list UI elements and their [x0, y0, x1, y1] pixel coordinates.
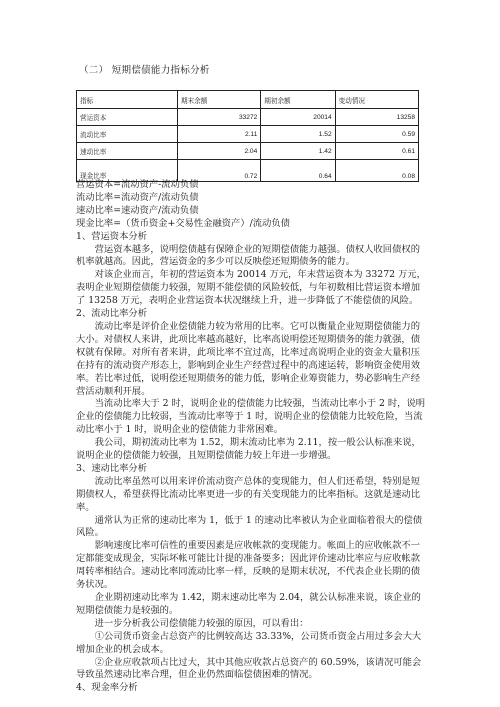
paragraph: 影响速度比率可信性的重要因素是应收帐款的变现能力。帐面上的应收帐款不一定都能变成现金，实际坏帐可能比计提的准备要多；因此评价速动比率应与应收帐款周转率相结合。速动比率同流动比率一样，反映的是期末状况，不代表企业长期的债务状况。 [76, 540, 420, 591]
paragraph: 流动比率是评价企业偿债能力较为常用的比率。它可以衡量企业短期偿债能力的大小。对债权人来讲，此项比率越高越好，比率高说明偿还短期债务的能力就强，债权就有保障。对所有者来讲，此项比率不宜过高，比率过高说明企业的资金大量积压在持有的流动资产形态上，影响到企业生产经营过程中的高速运转，影响资金使用效率。若比率过低，说明偿还短期债务的能力低，影响企业筹资能力，势必影响生产经营活动顺利开展。 [76, 320, 420, 397]
table-header-cell: 期初余额 [261, 91, 335, 109]
table-cell-value: 0.61 [335, 143, 418, 160]
table-cell-label: 营运资本 [77, 109, 178, 126]
formula-working-capital: 营运资本=流动资产-流动负债 [76, 179, 199, 190]
table-cell-value: 0.08 [335, 160, 418, 182]
table-header-cell: 期末余额 [177, 91, 260, 109]
table-cell-value: 1.52 [261, 126, 335, 143]
paragraph: 营运资本越多，说明偿债越有保障企业的短期偿债能力越强。债权人收回债权的机率就越高。因此，营运资金的多少可以反映偿还短期债务的能力。 [76, 243, 420, 268]
paragraph: 企业期初速动比率为 1.42，期末速动比率为 2.04，就公认标准来说，该企业的短期偿债能力是较强的。 [76, 592, 421, 616]
table-header-cell: 变动情况 [335, 91, 418, 109]
table-cell-value: 0.59 [335, 126, 418, 143]
table-cell-label: 流动比率 [77, 126, 178, 143]
ratio-table [76, 90, 419, 182]
table-cell-value: 2.04 [177, 143, 260, 160]
subsection-title-cash-ratio: 4、现金率分析 [76, 682, 138, 694]
subsection-title-working-capital: 1、营运资本分析 [76, 230, 147, 242]
table-cell-value: 0.72 [177, 160, 260, 182]
list-item: ②企业应收款项占比过大，其中其他应收款占总资产的 60.59%，该请况可能会导致虽然速动比率合理，但企业仍然面临偿债困难的情况。 [76, 656, 422, 681]
table-cell-value: 1.42 [261, 143, 335, 160]
subsection-title-quick-ratio: 3、速动比率分析 [76, 462, 147, 474]
section-heading: （二） 短期偿债能力指标分析 [79, 65, 210, 76]
table-cell-label: 现金比率 [77, 160, 178, 182]
table-cell-value: 0.64 [261, 160, 335, 182]
table-row [77, 126, 419, 143]
table-row [77, 143, 419, 160]
table-row [77, 109, 419, 126]
paragraph: 流动比率虽然可以用来评价流动资产总体的变现能力，但人们还希望，特别是短期债权人，希望获得比流动比率更进一步的有关变现能力的比率指标。这就是速动比率。 [76, 475, 420, 513]
list-item: ①公司货币资金占总资产的比例较高达 33.33%，公司货币资金占用过多会大大增加企业的机会成本。 [76, 630, 422, 655]
table-cell-value: 33272 [177, 109, 260, 126]
table-cell-value: 20014 [261, 109, 335, 126]
table-cell-value: 13258 [335, 109, 418, 126]
formula-current-ratio: 流动比率=流动资产/流动负债 [76, 191, 199, 203]
table-cell-label: 速动比率 [77, 143, 178, 160]
paragraph: 我公司，期初流动比率为 1.52，期末流动比率为 2.11，按一般公认标准来说，说明企业的偿债能力较强，且短期偿债能力较上年进一步增强。 [76, 437, 421, 462]
formula-quick-ratio: 速动比率=速动资产/流动负债 [76, 204, 199, 216]
paragraph: 通常认为正常的速动比率为 1，低于 1 的速动比率被认为企业面临着很大的偿债风险。 [76, 514, 423, 539]
table-cell-value: 2.11 [177, 126, 260, 143]
body-text [76, 179, 426, 695]
subsection-title-current-ratio: 2、流动比率分析 [76, 308, 147, 320]
formula-cash-ratio: 现金比率=（货币资金+交易性金融资产）/流动负债 [76, 217, 290, 229]
paragraph: 当流动比率大于 2 时，说明企业的偿债能力比较强，当流动比率小于 2 时，说明企业的偿债能力比较弱，当流动比率等于 1 时，说明企业的偿债能力比较危险，当流动比率小于 1 时，说明企业的偿债能力非常困难。 [76, 398, 426, 436]
paragraph: 进一步分析我公司偿债能力较强的原因，可以看出： [94, 617, 309, 629]
paragraph: 对该企业而言，年初的营运资本为 20014 万元，年末营运资本为 33272 万元，表明企业短期偿债能力较强，短期不能偿债的风险较低，与年初数相比营运资本增加了 13258 万元，表明企业营运资本状况继续上升，进一步降低了不能偿债的风险。 [76, 269, 426, 307]
table-header-cell: 指标 [77, 91, 178, 109]
table-header-row [77, 91, 419, 109]
